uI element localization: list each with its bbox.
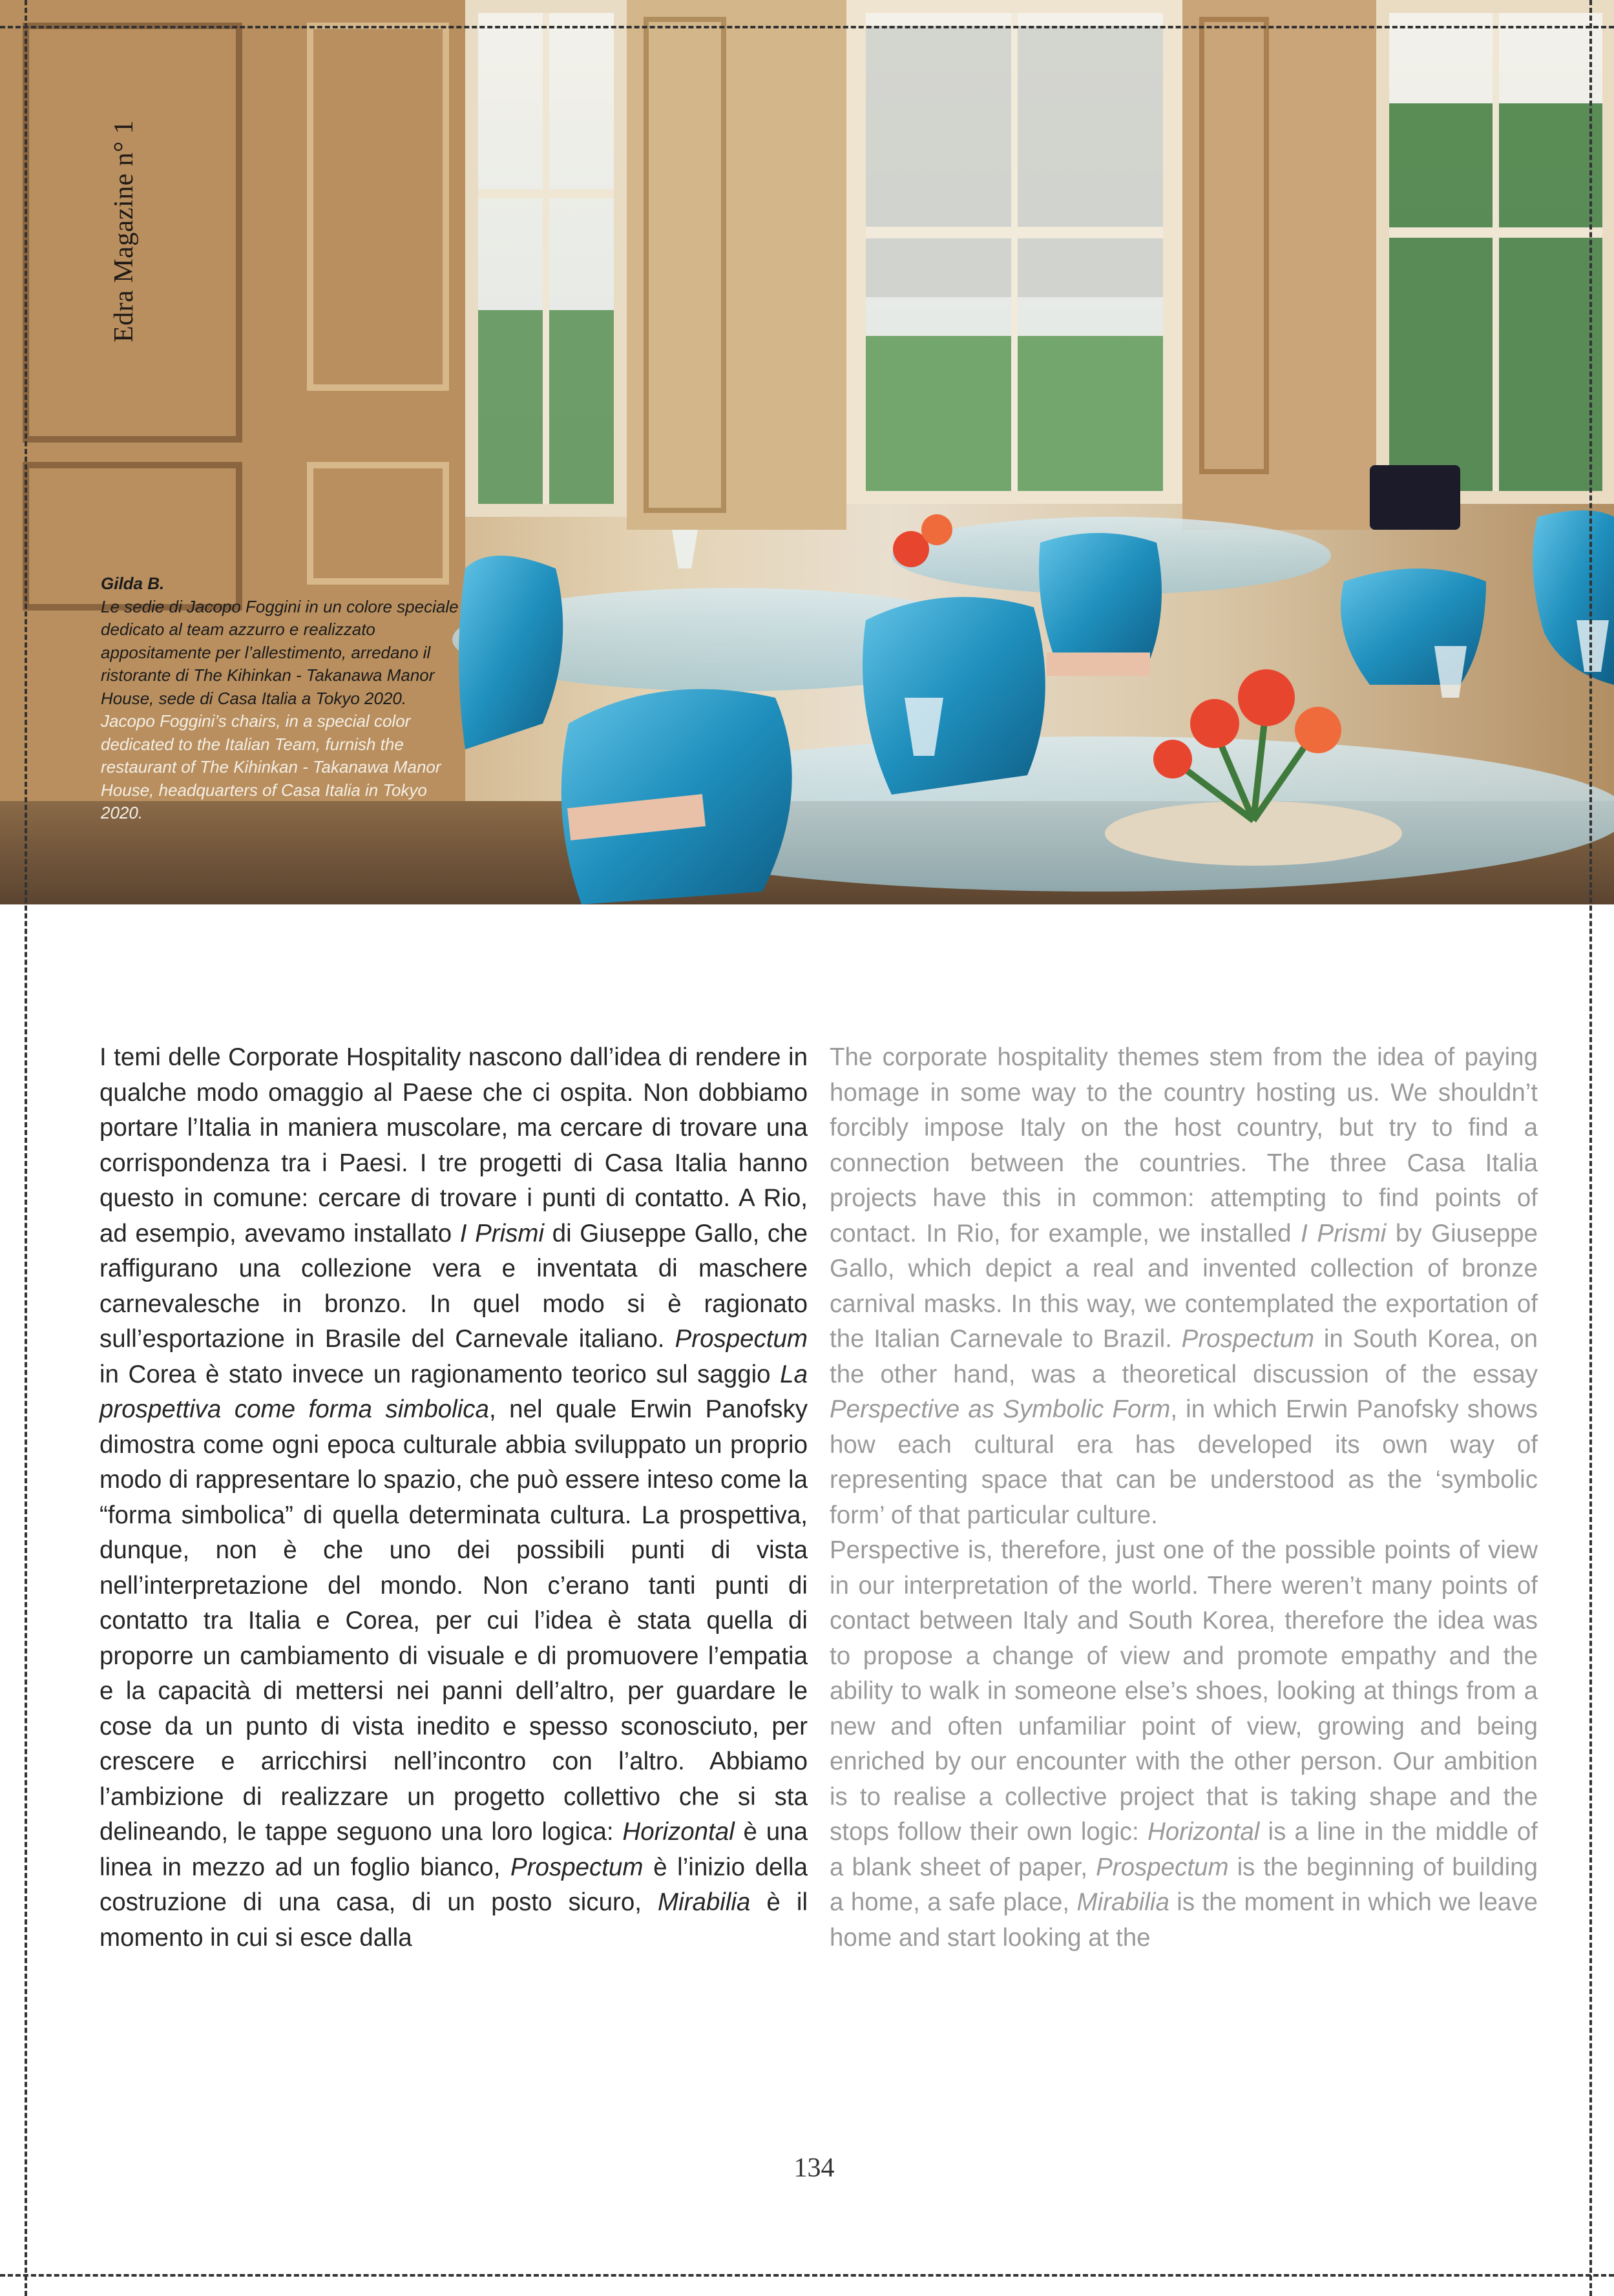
text-run: in Corea è stato invece un ragionamento teorico sul saggio: [100, 1360, 781, 1388]
text-run: è il momento in cui si esce dalla: [100, 1888, 808, 1952]
italian-paragraph: [100, 1040, 808, 1956]
italic-title: Horizontal: [1147, 1818, 1260, 1846]
caption-title: Gilda B.: [101, 574, 165, 593]
blue-chair: [1341, 569, 1486, 685]
magazine-title: Edra Magazine n° 1: [109, 120, 139, 342]
text-run: I temi delle Corporate Hospitality nascono dall’idea di rendere in qualche modo omaggio al Paese che ci ospita. Non dobbiamo portare l’Italia in maniera muscolare, ma cercare di trovare una corrispondenza tra i Paesi. I tre progetti di Casa Italia hanno questo in comune: cercare di trovare i punti di contatto. A Rio, ad esempio, avevamo installato: [100, 1043, 808, 1247]
text-run: is a line in the middle of a blank sheet of paper,: [830, 1818, 1538, 1881]
blue-chair: [863, 597, 1045, 795]
italian-column: [100, 1040, 808, 1956]
italic-title: Prospectum: [1181, 1325, 1315, 1353]
napkin: [1047, 652, 1150, 676]
flower: [1153, 740, 1192, 778]
flower: [1190, 699, 1239, 748]
english-paragraph-1: [830, 1040, 1538, 1533]
flower: [921, 514, 952, 545]
text-run: in South Korea, on the other hand, was a theoretical discussion of the essay: [830, 1325, 1538, 1388]
italic-title: Prospectum: [675, 1325, 808, 1353]
blue-chair: [1039, 533, 1162, 672]
text-run: è una linea in mezzo ad un foglio bianco,: [100, 1818, 808, 1881]
flower: [1238, 669, 1295, 726]
blue-chair: [459, 556, 563, 749]
english-column: [830, 1040, 1538, 1956]
text-run: The corporate hospitality themes stem from the idea of paying homage in some way to the country hosting us. We shouldn’t forcibly impose Italy on the host country, but try to find a connection between the countries. The three Casa Italia projects have this in common: attempting to find points of contact. In Rio, for example, we installed: [830, 1043, 1538, 1247]
photo-caption: [101, 572, 463, 825]
crop-mark-left: [25, 0, 27, 2296]
italic-title: I Prismi: [1301, 1219, 1387, 1247]
flower: [1295, 707, 1341, 753]
text-run: di Giuseppe Gallo, che raffigurano una collezione vera e inventata di maschere carnevalesche in bronzo. In quel modo si è ragionato sull’esportazione in Brasile del Carnevale italiano.: [100, 1219, 808, 1353]
italic-title: Mirabilia: [658, 1888, 751, 1916]
caption-italian: Le sedie di Jacopo Foggini in un colore speciale dedicato al team azzurro e realizzato appositamente per l’allestimento, arredano il ristorante di The Kihinkan - Takanawa Manor House, sede di Casa Italia a Tokyo 2020.: [101, 596, 459, 708]
text-run: , in which Erwin Panofsky shows how each cultural era has developed its own way of representing space that can be understood as the ‘symbolic form’ of that particular culture.: [830, 1395, 1538, 1529]
crop-mark-bottom: [0, 2274, 1614, 2277]
text-run: by Giuseppe Gallo, which depict a real and invented collection of bronze carnival masks. In this way, we contemplated the exportation of the Italian Carnevale to Brazil.: [830, 1219, 1538, 1353]
italic-title: La prospettiva come forma simbolica: [100, 1360, 808, 1423]
italic-title: Prospectum: [510, 1853, 644, 1881]
text-run: , nel quale Erwin Panofsky dimostra come ogni epoca culturale abbia sviluppato un proprio modo di rappresentare lo spazio, che può essere inteso come la “forma simbolica” di quella determinata cultura. La prospettiva, dunque, non è che uno dei possibili punti di vista nell’interpretazione del mondo. Non c’erano tanti punti di contatto tra Italia e Corea, per cui l’idea è stata quella di proporre un cambiamento di visuale e di promuovere l’empatia e la capacità di mettersi nei panni dell’altro, per guardare le cose da un punto di vista inedito e spesso sconosciuto, per crescere e arricchirsi nell’incontro con l’altro. Abbiamo l’ambizione di realizzare un progetto collettivo che si sta delineando, le tappe seguono una loro logica:: [100, 1395, 808, 1846]
italic-title: Perspective as Symbolic Form: [830, 1395, 1171, 1423]
english-paragraph-2: [830, 1533, 1538, 1956]
crop-mark-right: [1589, 0, 1592, 2296]
crop-mark-top: [0, 26, 1614, 28]
text-run: is the moment in which we leave home and start looking at the: [830, 1888, 1538, 1952]
italic-title: Prospectum: [1096, 1853, 1229, 1881]
italic-title: I Prismi: [459, 1219, 545, 1247]
restaurant-photo: [0, 0, 1614, 904]
caption-english: Jacopo Foggini’s chairs, in a special color dedicated to the Italian Team, furnish the restaurant of The Kihinkan - Takanawa Manor House, headquarters of Casa Italia in Tokyo 2020.: [101, 711, 441, 822]
italic-title: Mirabilia: [1076, 1888, 1169, 1916]
page-number: 134: [793, 2153, 835, 2183]
text-run: è l’inizio della costruzione di una casa, di un posto sicuro,: [100, 1853, 808, 1916]
text-run: is the beginning of building a home, a safe place,: [830, 1853, 1538, 1916]
wine-cooler: [1370, 465, 1460, 530]
text-run: Perspective is, therefore, just one of the possible points of view in our interpretation of the world. There weren’t many points of contact between Italy and South Korea, therefore the idea was to propose a change of view and promote empathy and the ability to walk in someone else’s shoes, looking at things from a new and often unfamiliar point of view, growing and being enriched by our encounter with the other person. Our ambition is to realise a collective project that is taking shape and the stops follow their own logic:: [830, 1536, 1538, 1846]
italic-title: Horizontal: [622, 1818, 735, 1846]
